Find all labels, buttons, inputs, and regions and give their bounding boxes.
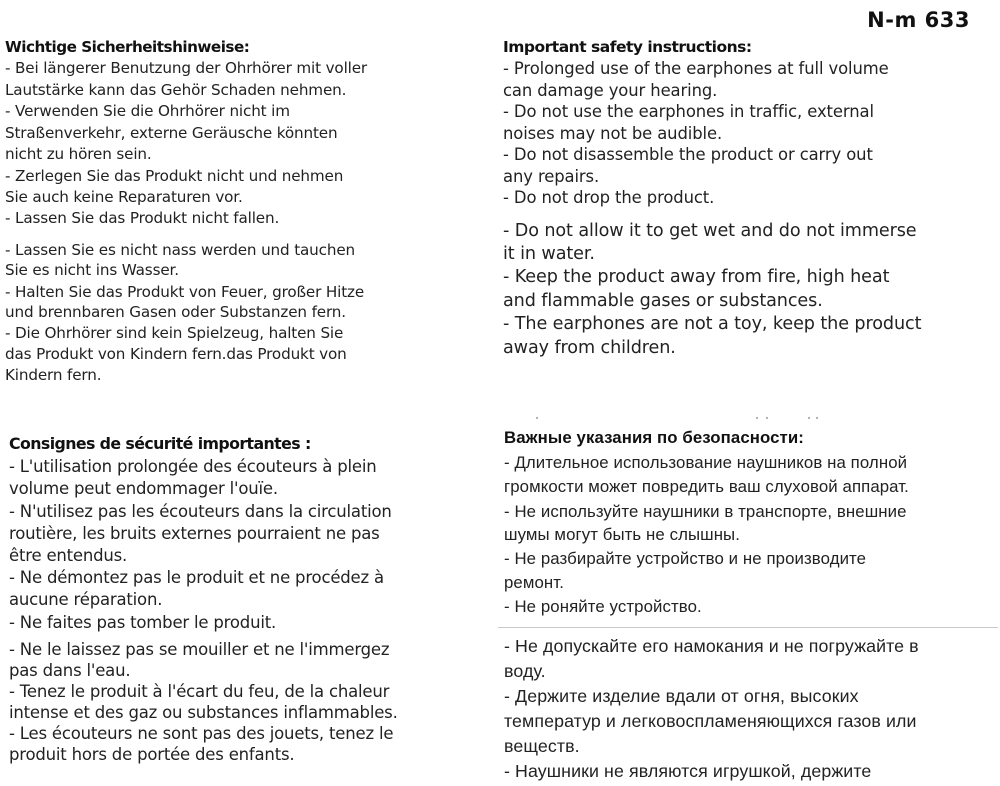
english-line: can damage your hearing.: [503, 81, 718, 100]
russian-heading: Важные указания по безопасности:: [504, 428, 804, 447]
russian-line: - Не роняйте устройство.: [504, 597, 702, 616]
german-line: nicht zu hören sein.: [5, 145, 152, 163]
scan-specks: [530, 417, 830, 420]
german-line: Kindern fern.: [5, 366, 102, 384]
model-code: N-m 633: [867, 8, 970, 32]
french-line: aucune réparation.: [9, 590, 163, 609]
french-line: - L'utilisation prolongée des écouteurs à plein: [9, 457, 377, 476]
english-line: any repairs.: [503, 167, 600, 186]
german-line: - Halten Sie das Produkt von Feuer, großer Hitze: [5, 283, 365, 301]
french-line: - Ne démontez pas le produit et ne procédez à: [9, 568, 384, 587]
german-line: - Die Ohrhörer sind kein Spielzeug, halten Sie: [5, 324, 344, 342]
english-line: - Do not use the earphones in traffic, external: [503, 102, 874, 121]
russian-line: - Держите изделие вдали от огня, высоких: [504, 686, 859, 706]
english-line: and flammable gases or substances.: [503, 291, 823, 311]
russian-line: воду.: [504, 661, 546, 681]
russian-line: - Не используйте наушники в транспорте, внешние: [504, 502, 907, 521]
german-line: Sie es nicht ins Wasser.: [5, 261, 179, 279]
german-line: - Bei längerer Benutzung der Ohrhörer mit voller: [5, 59, 368, 77]
french-line: produit hors de portée des enfants.: [9, 745, 295, 764]
russian-line: шумы могут быть не слышны.: [504, 525, 740, 544]
german-line: und brennbaren Gasen oder Substanzen fern.: [5, 303, 346, 321]
french-line: - N'utilisez pas les écouteurs dans la circulation: [9, 502, 392, 521]
german-line: - Verwenden Sie die Ohrhörer nicht im: [5, 102, 290, 120]
english-line: noises may not be audible.: [503, 124, 723, 143]
french-line: routière, les bruits externes pourraient ne pas: [9, 524, 380, 543]
french-heading: Consignes de sécurité importantes :: [9, 434, 311, 453]
german-line: das Produkt von Kindern fern.das Produkt von: [5, 345, 347, 363]
german-heading: Wichtige Sicherheitshinweise:: [5, 38, 250, 56]
english-line: away from children.: [503, 338, 676, 358]
german-line: - Zerlegen Sie das Produkt nicht und nehmen: [5, 167, 344, 185]
french-line: pas dans l'eau.: [9, 661, 131, 680]
russian-line: - Наушники не являются игрушкой, держите: [504, 761, 872, 781]
french-line: - Ne le laissez pas se mouiller et ne l'immergez: [9, 640, 390, 659]
german-line: Lautstärke kann das Gehör Schaden nehmen.: [5, 81, 347, 99]
french-line: - Les écouteurs ne sont pas des jouets, tenez le: [9, 724, 394, 743]
french-line: volume peut endommager l'ouïe.: [9, 479, 278, 498]
german-line: - Lassen Sie das Produkt nicht fallen.: [5, 209, 280, 227]
russian-line: ремонт.: [504, 573, 564, 592]
english-line: - Do not allow it to get wet and do not immerse: [503, 221, 917, 241]
french-line: être entendus.: [9, 546, 128, 565]
russian-line: температур и легковоспламеняющихся газов или: [504, 711, 917, 731]
french-line: intense et des gaz ou substances inflammables.: [9, 703, 398, 722]
english-line: - Prolonged use of the earphones at full volume: [503, 59, 889, 78]
russian-line: - Не разбирайте устройство и не производите: [504, 549, 867, 568]
german-line: Sie auch keine Reparaturen vor.: [5, 188, 243, 206]
english-line: it in water.: [503, 244, 595, 264]
french-line: - Tenez le produit à l'écart du feu, de la chaleur: [9, 682, 390, 701]
english-heading: Important safety instructions:: [503, 38, 752, 56]
english-line: - Do not disassemble the product or carry out: [503, 145, 873, 164]
german-line: - Lassen Sie es nicht nass werden und tauchen: [5, 241, 355, 259]
russian-line: громкости может повредить ваш слуховой аппарат.: [504, 477, 909, 496]
russian-line: - Не допускайте его намокания и не погружайте в: [504, 636, 919, 656]
russian-line: - Длительное использование наушников на полной: [504, 453, 908, 472]
section-divider: [498, 627, 998, 628]
french-line: - Ne faites pas tomber le produit.: [9, 613, 277, 632]
russian-line: веществ.: [504, 736, 580, 756]
english-line: - Do not drop the product.: [503, 188, 715, 207]
english-line: - The earphones are not a toy, keep the product: [503, 314, 922, 334]
english-line: - Keep the product away from fire, high heat: [503, 267, 890, 287]
german-line: Straßenverkehr, externe Geräusche könnten: [5, 124, 338, 142]
